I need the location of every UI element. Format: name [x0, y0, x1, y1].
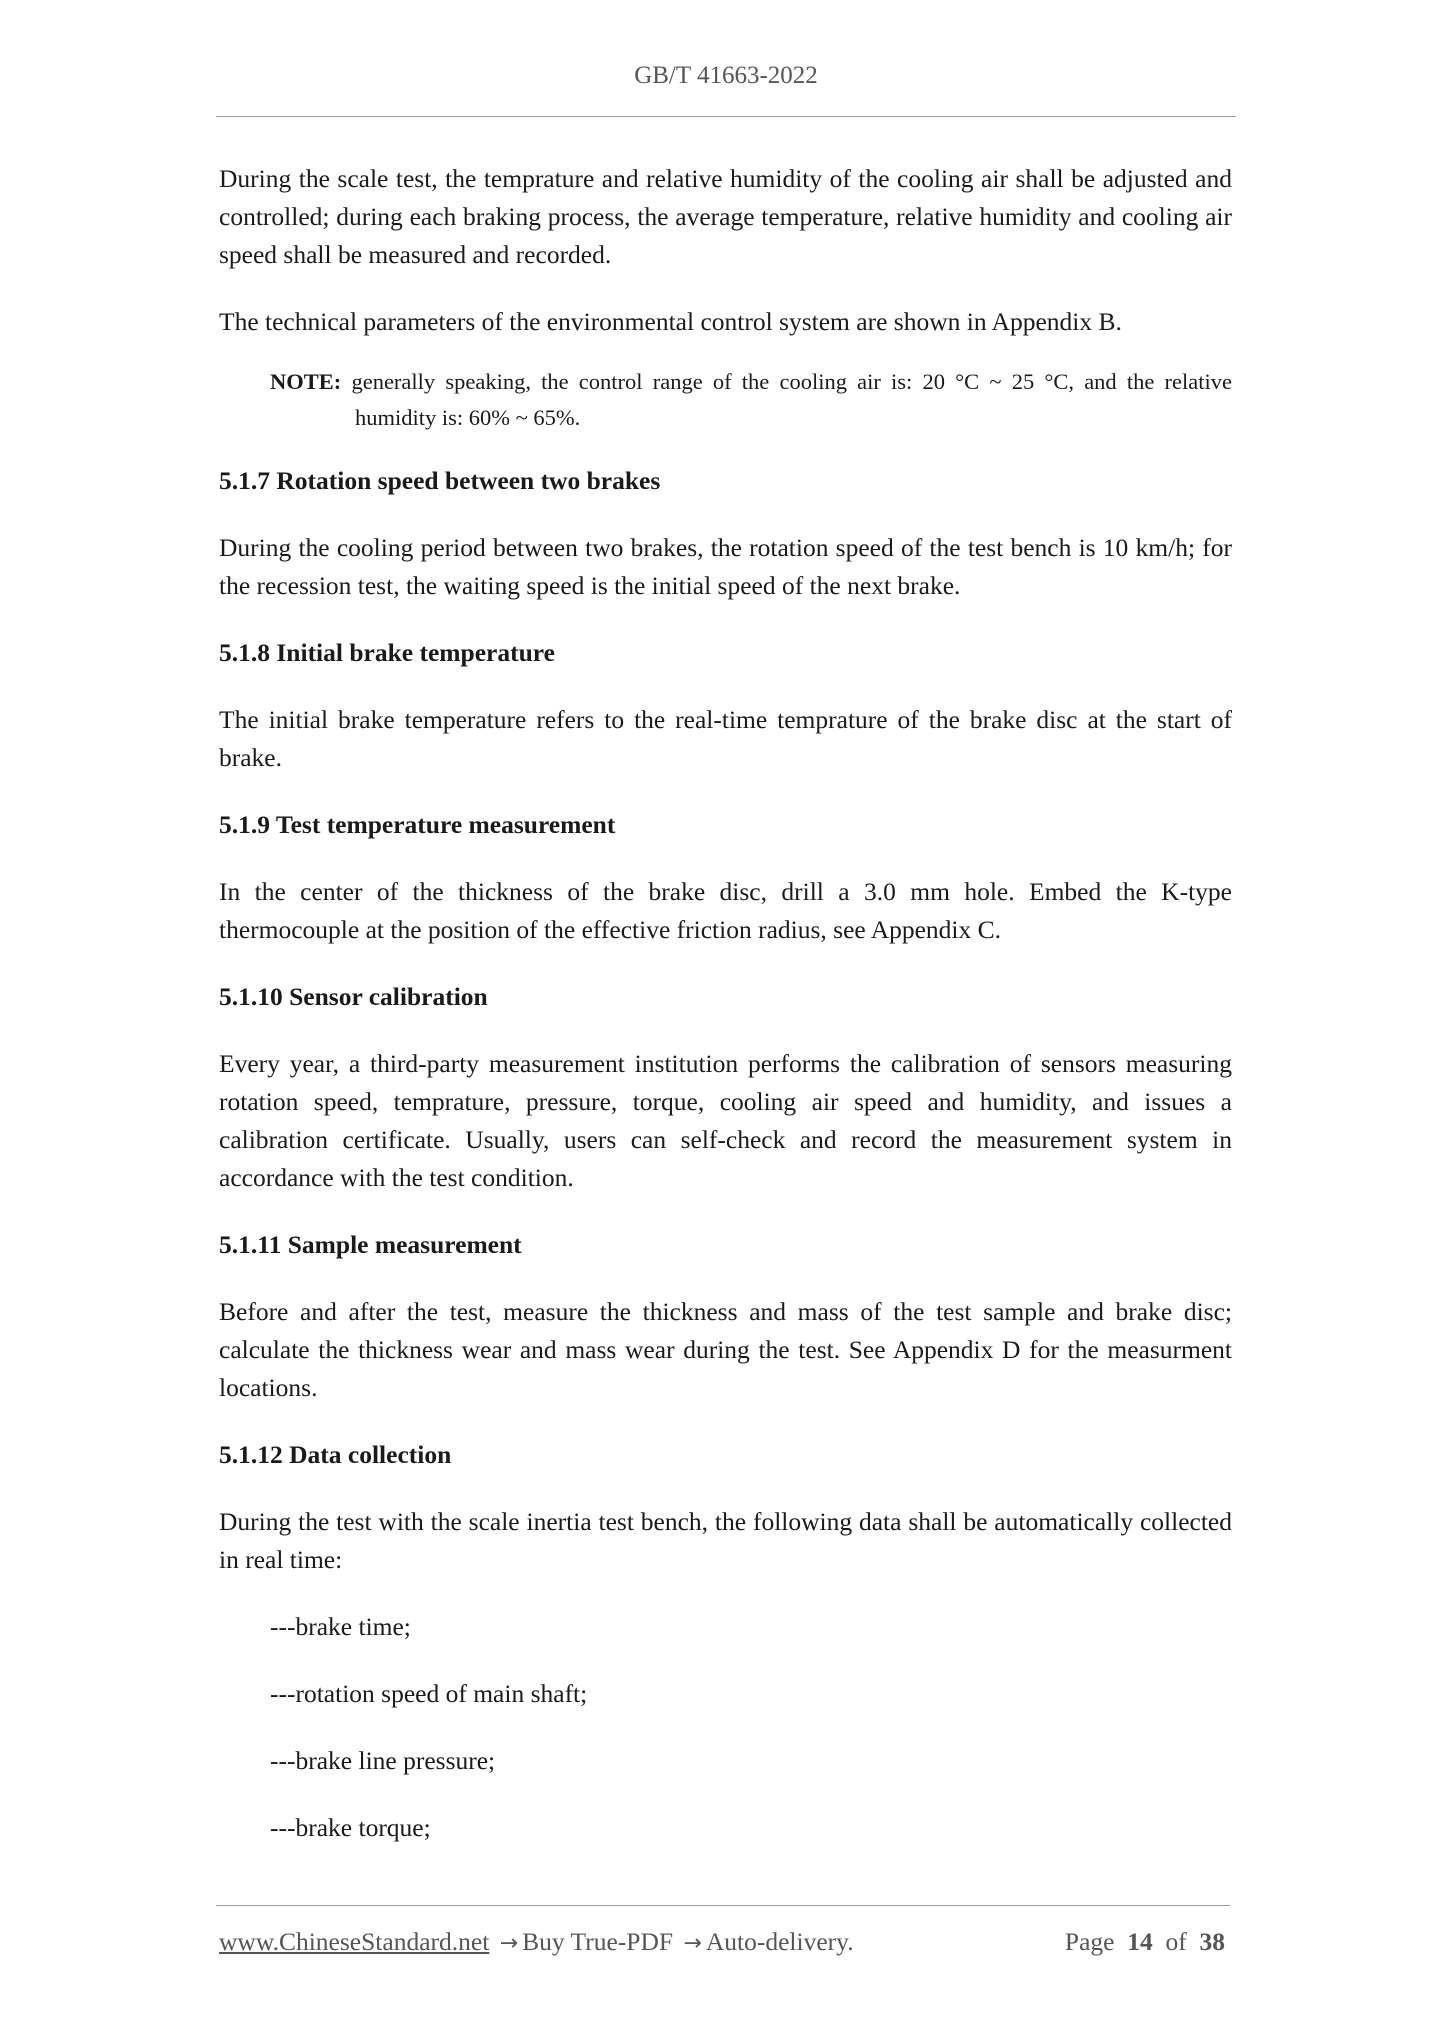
website-link[interactable]: www.ChineseStandard.net	[219, 1927, 490, 1956]
buy-true-pdf-text: Buy True-PDF	[522, 1927, 674, 1956]
auto-delivery-text: Auto-delivery.	[705, 1927, 854, 1956]
page-label: Page	[1064, 1927, 1115, 1956]
arrow-right-icon: →	[683, 1931, 702, 1956]
page-number	[1065, 1927, 1225, 1957]
paragraph-5-1-8: The initial brake temperature refers to the real-time temprature of the brake disc at the start of brake.	[219, 705, 1232, 772]
footer-promo	[219, 1927, 854, 1957]
note-label: NOTE:	[270, 369, 342, 394]
list-item: ---brake torque;	[270, 1813, 431, 1842]
heading-5-1-9: 5.1.9 Test temperature measurement	[219, 810, 616, 839]
of-label: of	[1165, 1927, 1187, 1956]
list-item: ---rotation speed of main shaft;	[270, 1679, 588, 1708]
paragraph-5-1-7: During the cooling period between two brakes, the rotation speed of the test bench is 10 km/h; for the recession test, the waiting speed is the initial speed of the next brake.	[219, 533, 1232, 600]
total-pages: 38	[1199, 1927, 1225, 1956]
paragraph-5-1-11: Before and after the test, measure the thickness and mass of the test sample and brake disc; calculate the thickness wear and mass wear during the test. See Appendix D for the measurment locations.	[219, 1297, 1232, 1402]
header-divider	[216, 116, 1236, 117]
note-text: generally speaking, the control range of the cooling air is: 20 °C ~ 25 °C, and the relative humidity is: 60% ~ 65%.	[351, 369, 1232, 430]
paragraph-5-1-12: During the test with the scale inertia test bench, the following data shall be automatically collected in real time:	[219, 1507, 1232, 1574]
heading-5-1-12: 5.1.12 Data collection	[219, 1440, 452, 1469]
list-item: ---brake time;	[270, 1612, 411, 1641]
heading-5-1-10: 5.1.10 Sensor calibration	[219, 982, 488, 1011]
paragraph-cooling-air: During the scale test, the temprature and relative humidity of the cooling air shall be adjusted and controlled; during each braking process, the average temperature, relative humidity and cooling air speed shall be measured and recorded.	[219, 164, 1232, 269]
heading-5-1-7: 5.1.7 Rotation speed between two brakes	[219, 466, 661, 495]
heading-5-1-8: 5.1.8 Initial brake temperature	[219, 638, 555, 667]
list-item: ---brake line pressure;	[270, 1746, 496, 1775]
footer-divider	[216, 1905, 1230, 1906]
paragraph-5-1-10: Every year, a third-party measurement institution performs the calibration of sensors measuring rotation speed, temprature, pressure, torque, cooling air speed and humidity, and issues a calibration certificate. Usually, users can self-check and record the measurement system in accordance with the test condition.	[219, 1049, 1232, 1192]
paragraph-5-1-9: In the center of the thickness of the brake disc, drill a 3.0 mm hole. Embed the K-type thermocouple at the position of the effective friction radius, see Appendix C.	[219, 877, 1232, 944]
arrow-right-icon: →	[499, 1931, 519, 1956]
page-header: GB/T 41663-2022	[634, 62, 818, 89]
note	[270, 364, 1232, 436]
document-body	[219, 160, 1232, 1876]
current-page: 14	[1127, 1927, 1153, 1956]
paragraph-appendix-b: The technical parameters of the environmental control system are shown in Appendix B.	[219, 307, 1122, 336]
heading-5-1-11: 5.1.11 Sample measurement	[219, 1230, 522, 1259]
